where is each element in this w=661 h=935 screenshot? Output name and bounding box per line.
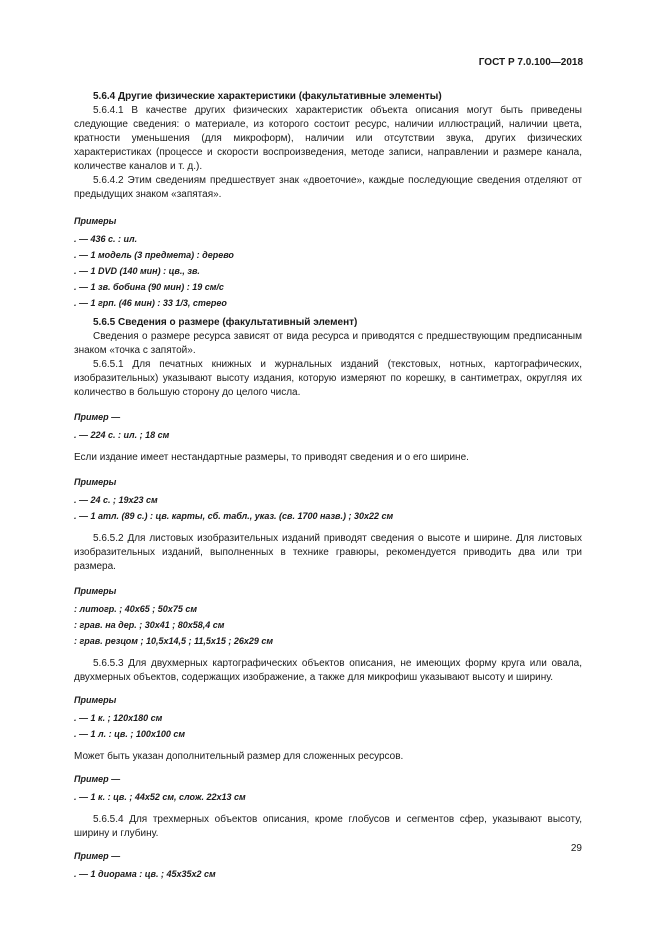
example-line: : грав. резцом ; 10,5x14,5 ; 11,5x15 ; 26x29 см xyxy=(74,636,274,646)
section-heading-5-6-4: 5.6.4 Другие физические характеристики (факультативные элементы) xyxy=(93,91,442,102)
example-line: . — 1 грп. (46 мин) : 33 1/3, стерео xyxy=(74,298,227,308)
paragraph-5-6-5: Сведения о размере ресурса зависят от вида ресурса и приводятся с предшествующим предписанным знаком «точка с запятой». xyxy=(74,331,582,356)
page-number: 29 xyxy=(570,843,582,854)
paragraph-5-6-5-3: 5.6.5.3 Для двухмерных картографических объектов описания, не имеющих форму круга или овала, двухмерных объектов, содержащих изображение, а также для микрофиш указывают высоту и ширину. xyxy=(74,658,582,683)
example-line: . — 1 модель (3 предмета) : дерево xyxy=(74,250,234,260)
page-content xyxy=(74,90,582,882)
examples-label: Примеры xyxy=(74,586,117,596)
example-line: . — 24 с. ; 19x23 см xyxy=(74,495,158,505)
examples-label: Примеры xyxy=(74,216,117,226)
examples-label: Примеры xyxy=(74,695,117,705)
example-line: . — 436 с. : ил. xyxy=(74,234,138,244)
example-line: . — 1 зв. бобина (90 мин) : 19 см/с xyxy=(74,282,224,292)
example-line: . — 1 к. : цв. ; 44x52 см, слож. 22x13 см xyxy=(74,792,246,802)
example-line: . — 1 DVD (140 мин) : цв., зв. xyxy=(74,266,200,276)
example-line: . — 224 с. : ил. ; 18 см xyxy=(74,430,170,440)
example-line: . — 1 атл. (89 с.) : цв. карты, сб. табл., указ. (св. 1700 назв.) ; 30x22 см xyxy=(74,511,394,521)
paragraph-5-6-4-2: 5.6.4.2 Этим сведениям предшествует знак «двоеточие», каждые последующие сведения отделяют от предыдущих знаком «запятая». xyxy=(74,175,582,200)
example-label: Пример — xyxy=(74,774,121,784)
section-heading-5-6-5: 5.6.5 Сведения о размере (факультативный элемент) xyxy=(93,317,358,328)
example-line: . — 1 л. : цв. ; 100x100 см xyxy=(74,729,186,739)
paragraph-5-6-5-1: 5.6.5.1 Для печатных книжных и журнальных изданий (текстовых, нотных, картографических, изобразительных) указывают высоту издания, которую измеряют по корешку, в сантиметрах, округляя их количество в большую сторону до целого числа. xyxy=(74,359,582,398)
example-label: Пример — xyxy=(74,412,121,422)
example-line: . — 1 к. ; 120x180 см xyxy=(74,713,163,723)
paragraph-5-6-5-4: 5.6.5.4 Для трехмерных объектов описания, кроме глобусов и сегментов сфер, указывают высоту, ширину и глубину. xyxy=(74,814,582,839)
paragraph-nonstandard-size: Если издание имеет нестандартные размеры, то приводят сведения и о его ширине. xyxy=(74,452,469,463)
paragraph-5-6-5-2: 5.6.5.2 Для листовых изобразительных изданий приводят сведения о высоте и ширине. Для листовых изобразительных изданий, выполненных в технике гравюры, рекомендуется приводить два или три размера. xyxy=(74,533,582,572)
example-line: : литогр. ; 40x65 ; 50x75 см xyxy=(74,604,197,614)
example-label: Пример — xyxy=(74,851,121,861)
paragraph-5-6-4-1: 5.6.4.1 В качестве других физических характеристик объекта описания могут быть приведены следующие сведения: о материале, из которого состоит ресурс, наличии иллюстраций, наличии цвета, кратности уменьшения (для микроформ), наличии или отсутствии звука, других физических характеристиках (процессе и скорости воспроизведения, методе записи, направлении и размере канала, количестве каналов и т. д.). xyxy=(74,105,582,172)
paragraph-folded-size: Может быть указан дополнительный размер для сложенных ресурсов. xyxy=(74,751,404,762)
examples-label: Примеры xyxy=(74,477,117,487)
document-header: ГОСТ Р 7.0.100—2018 xyxy=(478,57,583,68)
example-line: . — 1 диорама : цв. ; 45x35x2 см xyxy=(74,869,216,879)
example-line: : грав. на дер. ; 30x41 ; 80x58,4 см xyxy=(74,620,225,630)
